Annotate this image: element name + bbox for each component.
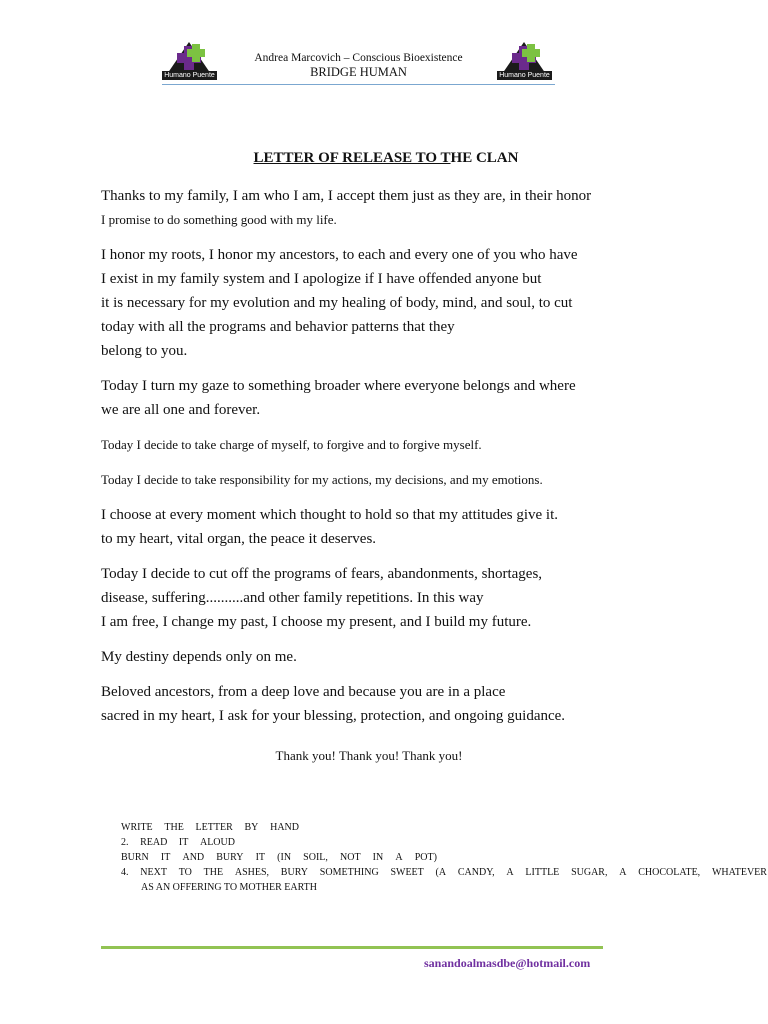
paragraph: Thanks to my family, I am who I am, I accept them just as they are, in their honor I promise to do something good with my life.: [101, 188, 592, 227]
header-divider: [162, 84, 555, 85]
paragraph: I honor my roots, I honor my ancestors, to each and every one of you who have I exist in my family system and I apologize if I have offended anyone but it is necessary for my evolution and my healing of body, mind, and soul, to cut today with all the programs and behavior patterns that they belong to you.: [101, 247, 578, 359]
author-line: Andrea Marcovich – Conscious Bioexistence: [254, 52, 463, 64]
instruction-step: BURN IT AND BURY IT (IN SOIL, NOT IN A POT): [121, 852, 437, 863]
logo-text: Humano Puente: [162, 71, 217, 80]
paragraph: I choose at every moment which thought to hold so that my attitudes give it. to my heart, vital organ, the peace it deserves.: [101, 507, 559, 547]
paragraph: Today I decide to take responsibility for my actions, my decisions, and my emotions.: [101, 472, 543, 487]
instruction-step: WRITE THE LETTER BY HAND: [121, 822, 299, 833]
humano-puente-logo: [162, 40, 217, 82]
humano-puente-logo: [497, 40, 552, 82]
footer-divider: [101, 946, 603, 949]
letter-header: [162, 40, 555, 86]
letter-body: [101, 184, 761, 739]
paragraph: Today I decide to take charge of myself, to forgive and to forgive myself.: [101, 437, 482, 452]
paragraph: My destiny depends only on me.: [101, 649, 297, 665]
instruction-step: 2. READ IT ALOUD: [121, 837, 235, 848]
thanks-line: Thank you! Thank you! Thank you!: [275, 748, 463, 763]
paragraph: Today I turn my gaze to something broader where everyone belongs and where we are all one and forever.: [101, 378, 576, 418]
contact-email[interactable]: sanandoalmasdbe@hotmail.com: [424, 956, 591, 970]
logo-text: Humano Puente: [497, 71, 552, 80]
instruction-step: 4. NEXT TO THE ASHES, BURY SOMETHING SWEET (A CANDY, A LITTLE SUGAR, A CHOCOLATE, WHATEVER: [121, 867, 767, 878]
letter-title: LETTER OF RELEASE TO THE CLAN: [253, 150, 519, 166]
paragraph: Beloved ancestors, from a deep love and because you are in a place sacred in my heart, I ask for your blessing, protection, and ongoing guidance.: [101, 684, 566, 724]
brand-name: BRIDGE HUMAN: [310, 65, 407, 79]
instruction-step-continued: AS AN OFFERING TO MOTHER EARTH: [141, 882, 317, 893]
paragraph: Today I decide to cut off the programs of fears, abandonments, shortages, disease, suffering..........and other family repetitions. In this way I am free, I change my past, I choose my present, and I build my future.: [101, 566, 543, 630]
instruction-list: [121, 820, 767, 895]
